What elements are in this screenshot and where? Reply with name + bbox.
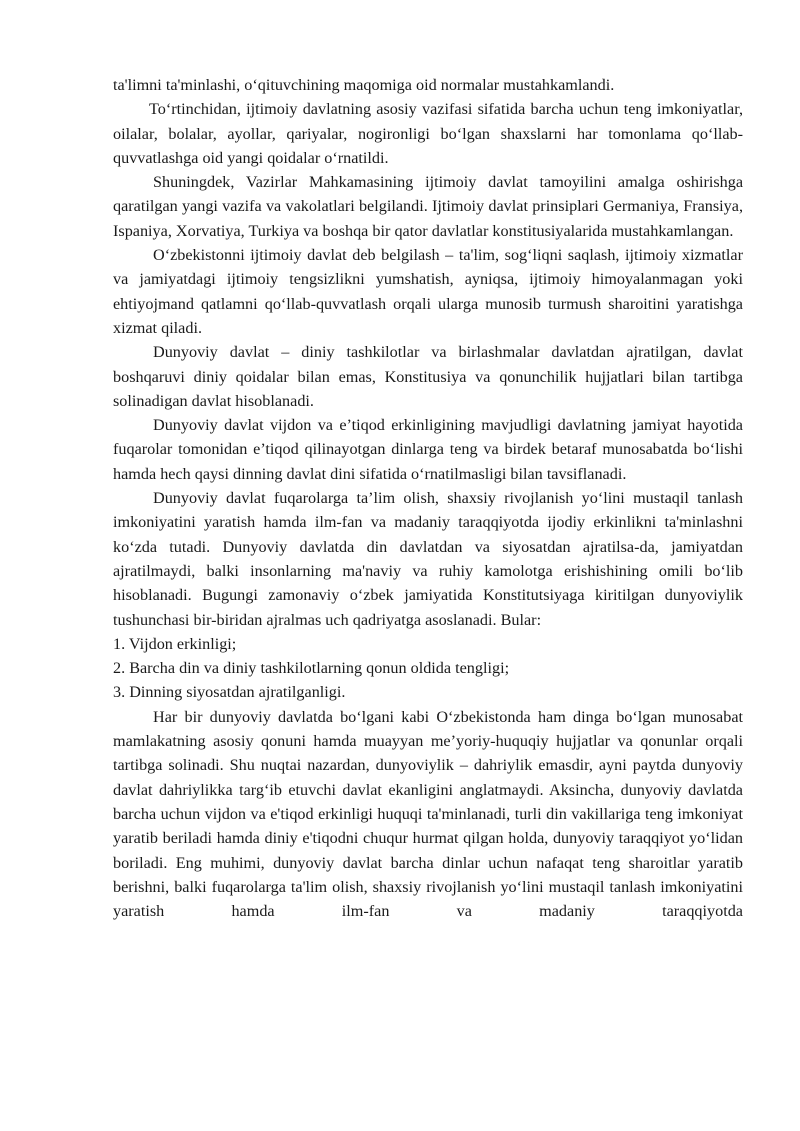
- paragraph-religion-relations: Har bir dunyoviy davlatda bo‘lgani kabi O‘zbekistonda ham dinga bo‘lgan munosabat mamlakatning asosiy qonuni hamda muayyan me’yoriy-huquqiy hujjatlar va qonunlar orqali tartibga solinadi. Shu nuqtai nazardan, dunyoviylik – dahriylik emasdir, ayni paytda dunyoviy davlat dahriylikka targ‘ib etuvchi davlat ekanligini anglatmaydi. Aksincha, dunyoviy davlatda barcha uchun vijdon va e'tiqod erkinligi huquqi ta'minlanadi, turli din vakillariga teng imkoniyat yaratib beriladi hamda diniy e'tiqodni chuqur hurmat qilgan holda, dunyoviy taraqqiyot yo‘lidan boriladi. Eng muhimi, dunyoviy davlat barcha dinlar uchun nafaqat teng sharoitlar yaratib berishni, balki fuqarolarga ta'lim olish, shaxsiy rivojlanish yo‘lini mustaqil tanlash imkoniyatini yaratish hamda ilm-fan va madaniy taraqqiyotda: [113, 707, 743, 921]
- list-item: 1. Vijdon erkinligi;: [113, 634, 237, 653]
- list-item: 2. Barcha din va diniy tashkilotlarning qonun oldida tengligi;: [113, 659, 510, 678]
- document-page: [113, 73, 743, 923]
- list-item: 3. Dinning siyosatdan ajratilganligi.: [113, 683, 346, 702]
- paragraph-continuation: ta'limni ta'minlashi, o‘qituvchining maqomiga oid normalar mustahkamlandi.: [113, 76, 615, 94]
- paragraph-fourthly: To‘rtinchidan, ijtimoiy davlatning asosiy vazifasi sifatida barcha uchun teng imkoniyatlar, oilalar, bolalar, ayollar, qariyalar, nogironligi bo‘lgan shaxslarni har tomonlama qo‘llab-quvvatlashga oid yangi qoidalar o‘rnatildi.: [113, 100, 743, 167]
- paragraph-secular-state-education: Dunyoviy davlat fuqarolarga ta’lim olish, shaxsiy rivojlanish yo‘lini mustaqil tanlash imkoniyatini yaratish hamda ilm-fan va madaniy taraqqiyotda ijodiy erkinlikni ta'minlashni ko‘zda tutadi. Dunyoviy davlatda din davlatdan va siyosatdan ajratilsa-da, jamiyatdan ajratilmaydi, balki insonlarning ma'naviy va ruhiy kamolotga erishishining omili bo‘lib hisoblanadi. Bugungi zamonaviy o‘zbek jamiyatida Konstitutsiyaga kiritilgan dunyoviylik tushunchasi bir-biridan ajralmas uch qadriyatga asoslanadi. Bular:: [113, 489, 743, 629]
- paragraph-social-state: O‘zbekistonni ijtimoiy davlat deb belgilash – ta'lim, sog‘liqni saqlash, ijtimoiy xizmatlar va jamiyatdagi ijtimoiy tengsizlikni yumshatish, ayniqsa, ijtimoiy himoyalanmagan yoki ehtiyojmand qatlamni qo‘llab-quvvatlash orqali ularga munosib turmush sharoitini yaratishga xizmat qiladi.: [113, 246, 743, 337]
- paragraph-secular-state-definition: Dunyoviy davlat – diniy tashkilotlar va birlashmalar davlatdan ajratilgan, davlat boshqaruvi diniy qoidalar bilan emas, Konstitusiya va qonunchilik hujjatlari bilan tartibga solinadigan davlat hisoblanadi.: [113, 343, 743, 410]
- paragraph-secular-state-freedom: Dunyoviy davlat vijdon va e’tiqod erkinligining mavjudligi davlatning jamiyat hayotida fuqarolar tomonidan e’tiqod qilinayotgan dinlarga teng va birdek betaraf munosabatda bo‘lishi hamda hech qaysi dinning davlat dini sifatida o‘rnatilmasligi bilan tavsiflanadi.: [113, 416, 743, 483]
- paragraph-cabinet-ministers: Shuningdek, Vazirlar Mahkamasining ijtimoiy davlat tamoyilini amalga oshirishga qaratilgan yangi vazifa va vakolatlari belgilandi. Ijtimoiy davlat prinsiplari Germaniya, Fransiya, Ispaniya, Xorvatiya, Turkiya va boshqa bir qator davlatlar konstitusiyalarida mustahkamlangan.: [113, 173, 743, 240]
